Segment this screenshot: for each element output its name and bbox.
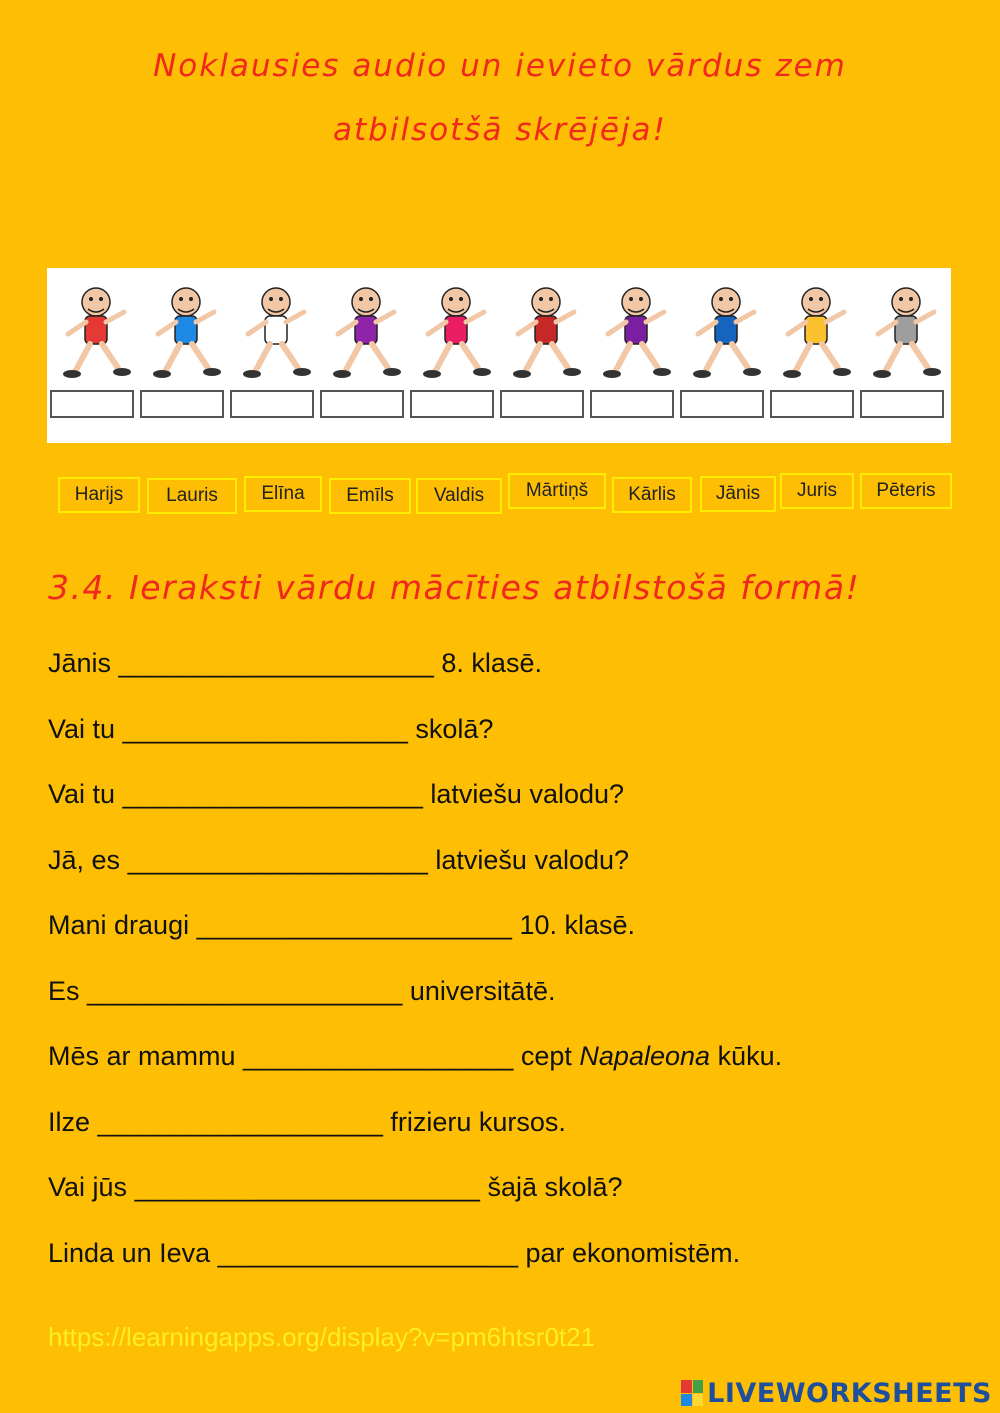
- name-chip[interactable]: Juris: [780, 473, 854, 509]
- runner-figure: [230, 278, 318, 388]
- sentence-italic: Napaleona: [579, 1041, 711, 1071]
- name-chip[interactable]: Valdis: [416, 478, 502, 514]
- answer-blank[interactable]: ___________________: [97, 1106, 383, 1137]
- runner-figure: [680, 278, 768, 388]
- sentence-end: universitātē.: [409, 975, 556, 1006]
- sentence-start: Mēs ar mammu: [48, 1041, 236, 1071]
- sentence-tail: kūku.: [717, 1041, 783, 1071]
- answer-slot[interactable]: [860, 390, 944, 418]
- name-chip[interactable]: Kārlis: [612, 477, 692, 513]
- answer-slot[interactable]: [770, 390, 854, 418]
- name-chip[interactable]: Lauris: [147, 478, 237, 514]
- exercise-title: 3.4. Ieraksti vārdu mācīties atbilstošā formā!: [48, 568, 861, 607]
- runner-figure: [590, 278, 678, 388]
- name-chip[interactable]: Elīna: [244, 476, 322, 512]
- answer-blank[interactable]: __________________: [243, 1041, 514, 1071]
- answer-slot[interactable]: [590, 390, 674, 418]
- sentence-line: [48, 1172, 623, 1203]
- answer-slot[interactable]: [230, 390, 314, 418]
- runner-figure: [320, 278, 408, 388]
- answer-blank[interactable]: ___________________: [122, 713, 408, 744]
- name-chip[interactable]: Jānis: [700, 476, 776, 512]
- answer-blank[interactable]: _____________________: [196, 910, 512, 940]
- runner-figure: [770, 278, 858, 388]
- name-chip[interactable]: Pēteris: [860, 473, 952, 509]
- sentence-end: 10. klasē.: [519, 910, 636, 940]
- runner-figure: [410, 278, 498, 388]
- answer-slot[interactable]: [50, 390, 134, 418]
- sentence-start: Es: [48, 975, 80, 1006]
- sentence-line: [48, 845, 629, 876]
- sentence-end: latviešu valodu?: [430, 779, 625, 809]
- instruction-line-2: atbilsotšā skrējēja!: [333, 112, 667, 148]
- answer-slot[interactable]: [410, 390, 494, 418]
- sentence-start: Jā, es: [48, 844, 121, 875]
- answer-slot[interactable]: [680, 390, 764, 418]
- answer-blank[interactable]: ____________________: [127, 844, 428, 875]
- runner-figure: [500, 278, 588, 388]
- logo-text: LIVEWORKSHEETS: [707, 1377, 992, 1409]
- sentence-start: Vai tu: [48, 779, 116, 809]
- sentence-start: Jānis: [48, 648, 112, 678]
- logo-badge-icon: [681, 1380, 703, 1406]
- sentence-start: Ilze: [48, 1106, 91, 1137]
- sentence-line: [48, 648, 542, 679]
- sentence-start: Mani draugi: [48, 910, 190, 940]
- sentence-line: [48, 1041, 782, 1072]
- sentence-start: Vai jūs: [48, 1172, 128, 1202]
- instruction-line-1: Noklausies audio un ievieto vārdus zem: [153, 48, 847, 84]
- sentence-start: Linda un Ieva: [48, 1237, 211, 1268]
- answer-slot[interactable]: [500, 390, 584, 418]
- name-chip[interactable]: Mārtiņš: [508, 473, 606, 509]
- sentence-end: par ekonomistēm.: [525, 1237, 741, 1268]
- sentence-line: [48, 714, 493, 745]
- sentence-line: [48, 976, 555, 1007]
- liveworksheets-logo: [681, 1376, 992, 1410]
- runner-figure: [860, 278, 948, 388]
- sentence-end: šajā skolā?: [487, 1172, 623, 1202]
- sentence-line: [48, 779, 624, 810]
- name-chip[interactable]: Emīls: [329, 478, 411, 514]
- answer-blank[interactable]: _____________________: [118, 648, 434, 678]
- sentence-end: 8. klasē.: [441, 648, 542, 678]
- sentence-end: cept: [520, 1041, 572, 1071]
- runners-illustration: [47, 268, 951, 443]
- runner-figure: [140, 278, 228, 388]
- sentence-end: latviešu valodu?: [435, 844, 630, 875]
- sentence-line: [48, 1238, 740, 1269]
- sentence-end: frizieru kursos.: [390, 1106, 566, 1137]
- answer-blank[interactable]: ____________________: [217, 1237, 518, 1268]
- answer-blank[interactable]: _______________________: [134, 1172, 480, 1202]
- answer-slot[interactable]: [320, 390, 404, 418]
- answer-blank[interactable]: _____________________: [87, 975, 403, 1006]
- answer-slot[interactable]: [140, 390, 224, 418]
- sentence-start: Vai tu: [48, 713, 116, 744]
- answer-blank[interactable]: ____________________: [122, 779, 423, 809]
- learningapps-link[interactable]: https://learningapps.org/display?v=pm6htsr0t21: [48, 1322, 596, 1352]
- name-chip[interactable]: Harijs: [58, 477, 140, 513]
- sentence-line: [48, 910, 635, 941]
- sentence-line: [48, 1107, 566, 1138]
- runner-figure: [50, 278, 138, 388]
- sentence-end: skolā?: [415, 713, 494, 744]
